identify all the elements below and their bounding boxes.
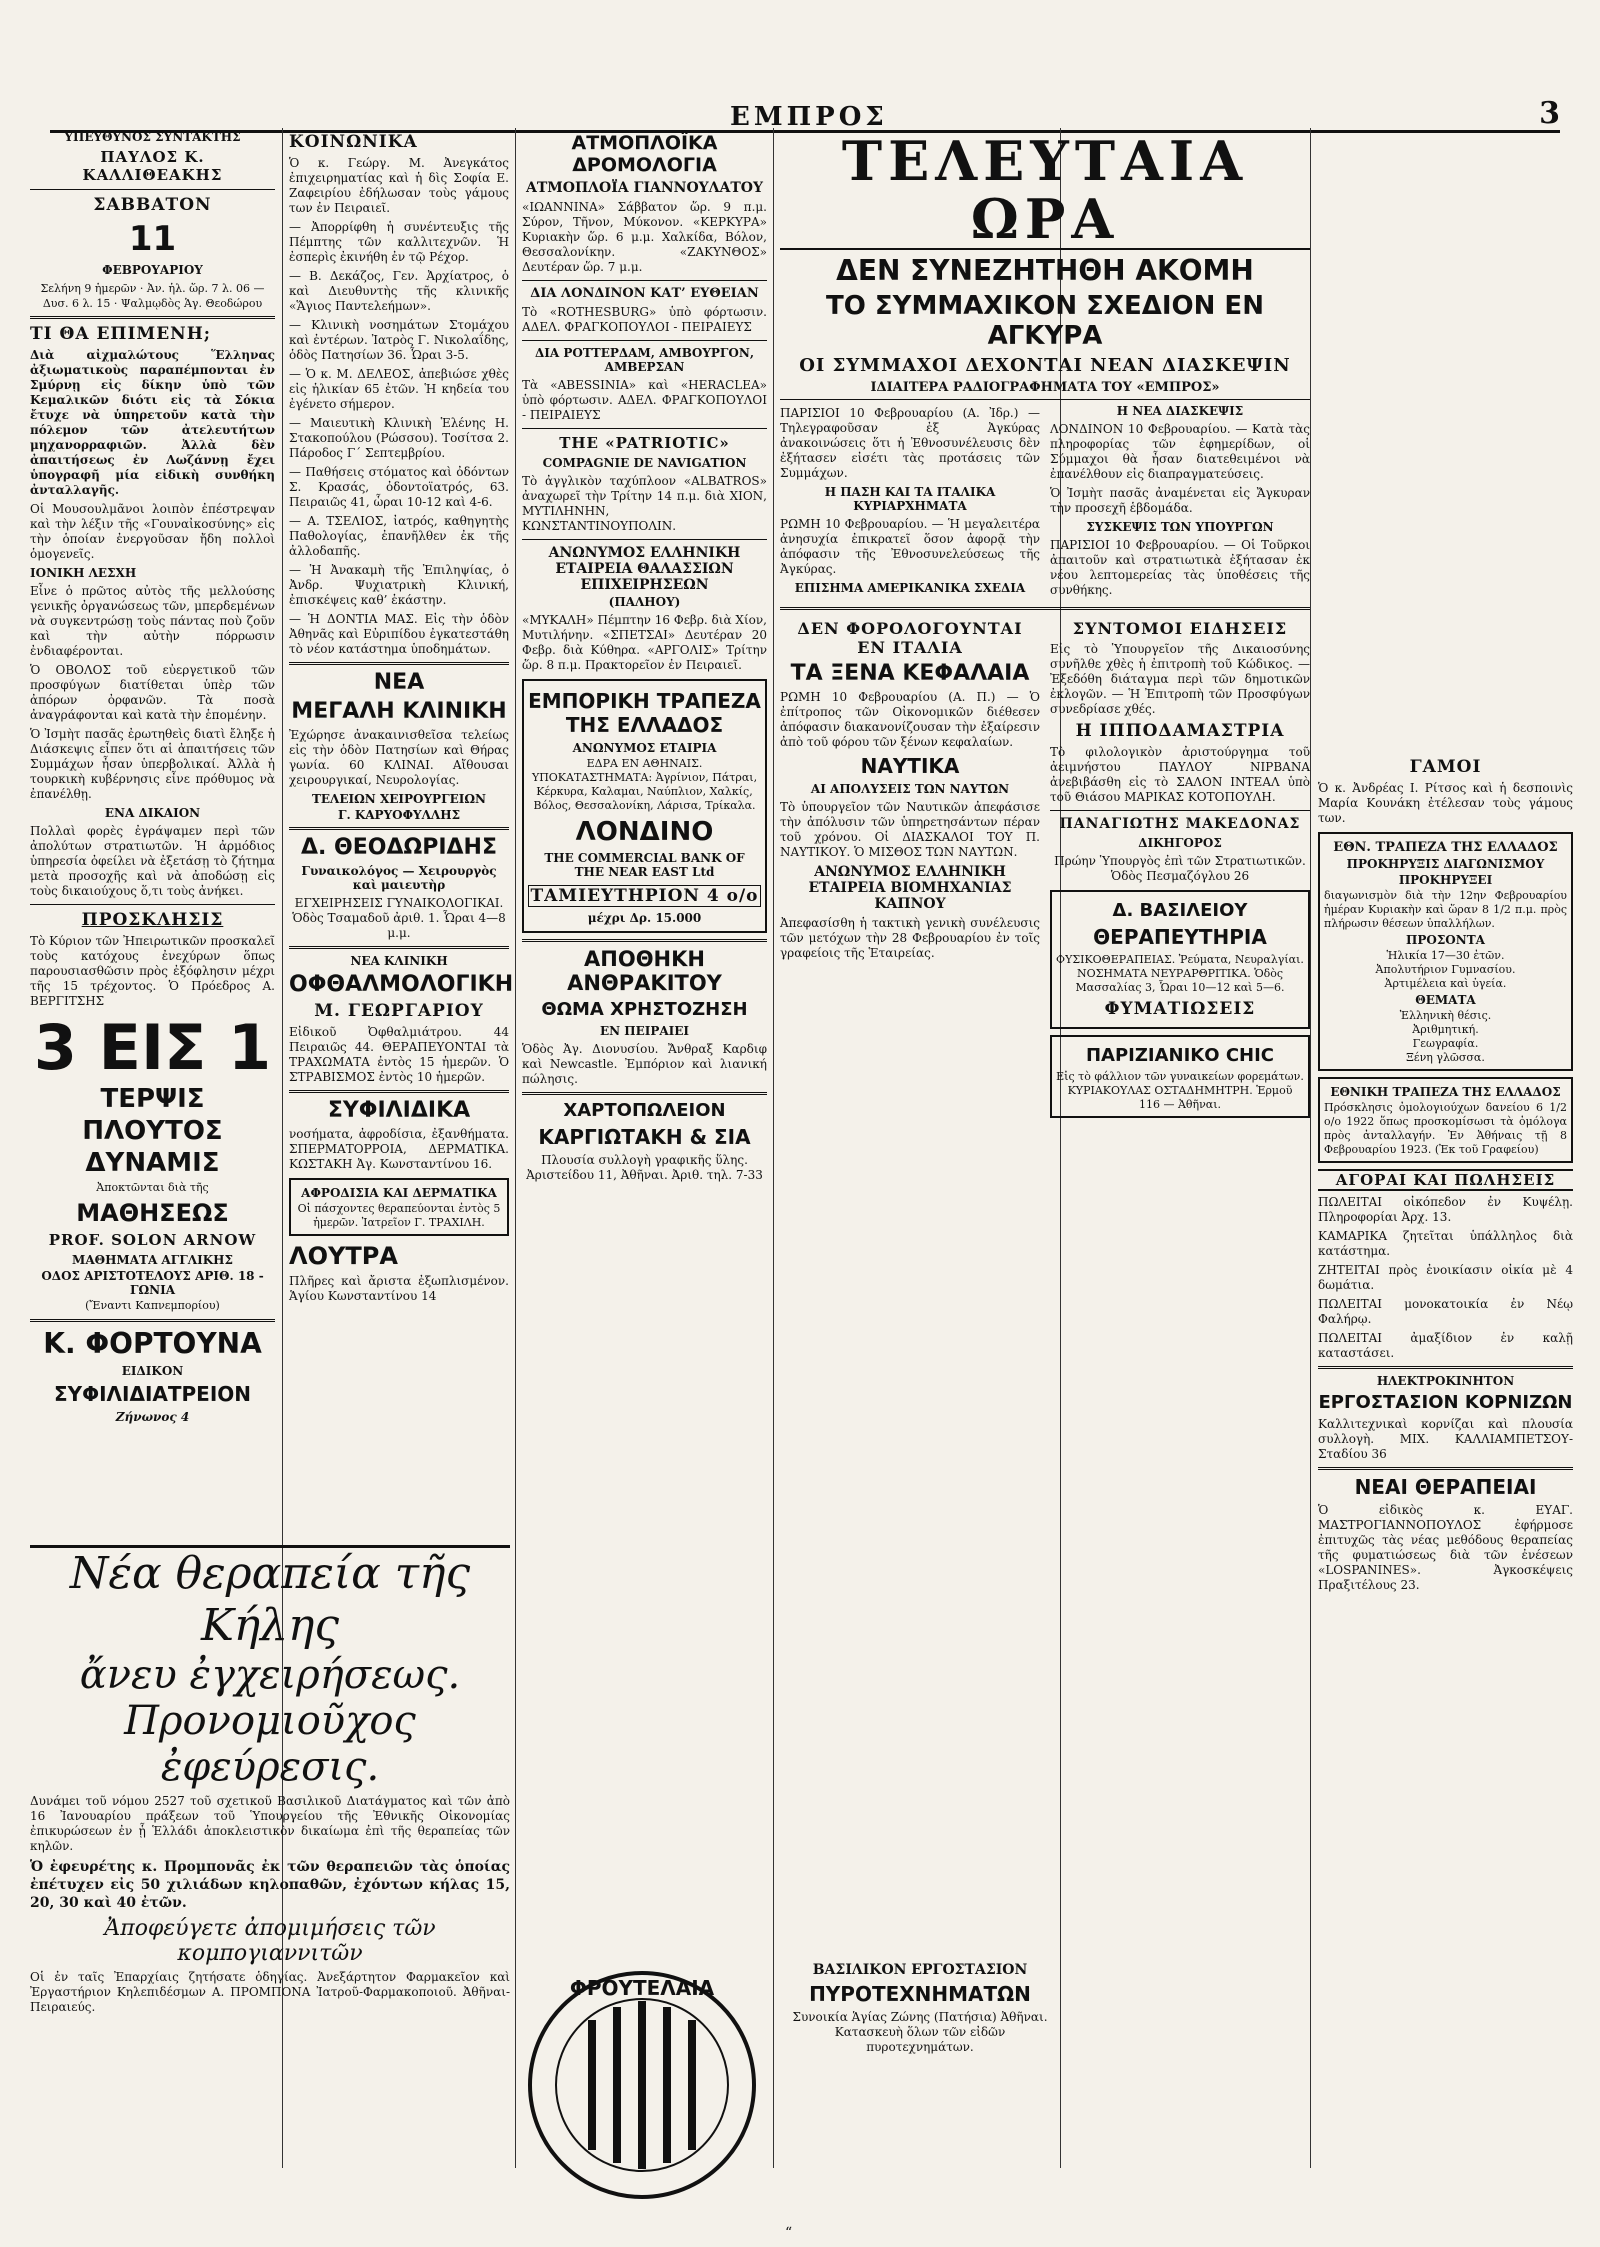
- shipping-sub: (ΠΑΛΗΟΥ): [608, 595, 681, 609]
- society-title: ΚΟΙΝΩΝΙΚΑ: [289, 132, 418, 152]
- column-2: [289, 128, 514, 1538]
- italy-title: ΤΑ ΞΕΝΑ ΚΕΦΑΛΑΙΑ: [790, 661, 1030, 686]
- notice-sub: ΠΡΟΚΗΡΥΞΙΣ ΔΙΑΓΩΝΙΣΜΟΥ: [1346, 857, 1545, 871]
- column-rule: [1310, 128, 1311, 2168]
- ad-title: ΑΦΡΟΔΙΣΙΑ ΚΑΙ ΔΕΡΜΑΤΙΚΑ: [301, 1186, 497, 1200]
- masthead-title: ΕΜΠΡΟΣ: [730, 102, 888, 132]
- bank-ad: [522, 679, 767, 933]
- play-title: Η ΙΠΠΟΔΑΜΑΣΤΡΙΑ: [1075, 721, 1285, 741]
- society-item: — Κλινικὴ νοσημάτων Στομάχου καὶ ἐντέρων. Ἰατρὸς Γ. Νικολαΐδης, ὁδὸς Πατησίων 36. Ὧραι 3-5.: [289, 318, 509, 362]
- divider: [30, 1319, 275, 1322]
- national-bank-notice-2: [1318, 1077, 1573, 1163]
- shipping-text: Τὸ ἀγγλικὸν ταχύπλοον «ALBATROS» ἀναχωρεῖ τὴν Τρίτην 14 π.μ. διὰ ΧΙΟΝ, ΜΥΤΙΛΗΝΗΝ, ΚΩΝΣΤΑΝΤΙΝΟΥΠΟΛΙΝ.: [522, 474, 767, 533]
- english-lessons-ad: [30, 1011, 275, 1313]
- clinic-ad-name: Κ. ΦΟΡΤΟΥΝΑ: [43, 1327, 262, 1360]
- nautical-text: Τὸ ὑπουργεῖον τῶν Ναυτικῶν ἀπεφάσισε τὴν ἀπόλυσιν τῶν ὑπηρετησάντων πέραν τοῦ χρόνου. Οἱ ΔΙΑΣΚΑΛΟΙ ΤΟΥ Π. ΝΑΥΤΙΚΟΥ. Ὁ ΜΙΣΘΟΣ ΤΩΝ ΝΑΥΤΩΝ.: [780, 800, 1040, 859]
- shipping-sub: COMPAGNIE DE NAVIGATION: [542, 456, 747, 470]
- paper-title: ΧΑΡΤΟΠΩΛΕΙΟΝ: [563, 1100, 726, 1121]
- shipping-text: «ΙΩΑΝΝΙΝΑ» Σάββατον ὥρ. 9 π.μ. Σύρον, Τῆνον, Μύκονον. «ΚΕΡΚΥΡΑ» Κυριακὴν ὥρ. 6 μ.μ. Χαλκίδα, Βόλον, Θεσσαλονίκην. «ΖΑΚΥΝΘΟΣ» Δευτέραν ὥρ. 7 μ.μ.: [522, 200, 767, 274]
- olive-oil-seal-logo: [522, 1965, 762, 2205]
- ad-title: ΛΟΥΤΡΑ: [289, 1242, 398, 1270]
- divider: [30, 189, 275, 190]
- ad-text: Εἰδικοῦ Ὀφθαλμιάτρου. 44 Πειραιῶς 44. ΘΕΡΑΠΕΥΟΝΤΑΙ τὰ ΤΡΑΧΩΜΑΤΑ ἐντὸς 15 ἡμερῶν. Ὁ ΣΤΡΑΒΙΣΜΟΣ ἐντὸς 10 ἡμερῶν.: [289, 1025, 509, 1084]
- notice-text: Τὸ Κύριον τῶν Ἠπειρωτικῶν προσκαλεῖ τοὺς κατόχους ἐνεχύρων ὅπως παρουσιασθῶσιν πρὸς ἐξόφλησιν μέχρι τῆς 15 τρέχοντος. Ὁ Πρόεδρος Α. ΒΕΡΓΙΤΣΗΣ: [30, 934, 275, 1008]
- divider: [522, 539, 767, 540]
- ad-title: ΠΑΡΙΖΙΑΝΙΚΟ CHIC: [1085, 1045, 1275, 1066]
- paper-name: ΚΑΡΓΙΩΤΑΚΗ & ΣΙΑ: [538, 1125, 751, 1149]
- divider: [522, 1092, 767, 1095]
- ad-line: ΔΥΝΑΜΙΣ: [85, 1148, 220, 1178]
- news-paragraph: Ὁ Ἰσμὴτ πασᾶς ἀναμένεται εἰς Ἄγκυραν τὴν προσεχῆ ἑβδομάδα.: [1050, 486, 1310, 515]
- ad-title: ΒΑΣΙΛΙΚΟΝ ΕΡΓΟΣΤΑΣΙΟΝ: [812, 1962, 1028, 1978]
- ad-name: ΜΑΘΗΣΕΩΣ: [76, 1199, 229, 1227]
- shipping-title: ΔΙΑ ΛΟΝΔΙΝΟΝ ΚΑΤ’ ΕΥΘΕΙΑΝ: [530, 286, 759, 301]
- divider: [289, 662, 509, 665]
- qualifications-title: ΠΡΟΣΟΝΤΑ: [1406, 933, 1485, 947]
- subject-item: Ἑλληνικὴ θέσις.: [1399, 1009, 1492, 1022]
- subject-item: Ἀριθμητική.: [1412, 1023, 1479, 1036]
- notice-sub: ΠΡΟΚΗΡΥΞΕΙ: [1398, 873, 1493, 887]
- column-rule: [515, 128, 516, 2168]
- divider: [522, 340, 767, 341]
- page-number: 3: [1539, 96, 1560, 131]
- coal-text: Ὁδὸς Ἀγ. Διονυσίου. Ἄνθραξ Καρδιφ καὶ Newcastle. Ἐμπόριον καὶ λιανική πώλησις.: [522, 1042, 767, 1086]
- nautical-title: ΝΑΥΤΙΚΑ: [860, 754, 960, 778]
- news-subhead: Η ΝΕΑ ΔΙΑΣΚΕΨΙΣ: [1116, 404, 1244, 418]
- notice-title: ΕΘΝ. ΤΡΑΠΕΖΑ ΤΗΣ ΕΛΛΑΔΟΣ: [1333, 840, 1558, 855]
- society-item: — Ὁ κ. Μ. ΔΕΛΕΟΣ, ἀπεβιώσε χθὲς εἰς ἡλικίαν 65 ἐτῶν. Ἡ κηδεία του ἐγένετο σήμερον.: [289, 367, 509, 411]
- ad-headline: 3 ΕΙΣ 1: [33, 1011, 272, 1084]
- banner-headline: ΤΕΛΕΥΤΑΙΑ ΩΡΑ: [780, 132, 1310, 250]
- qualification-item: Ἀπολυτήριον Γυμνασίου.: [1375, 963, 1516, 976]
- ad-signature: Γ. ΚΑΡΥΟΦΥΛΛΗΣ: [337, 808, 461, 822]
- ad-doc: ΤΕΛΕΙΩΝ ΧΕΙΡΟΥΡΓΕΙΩΝ: [311, 792, 487, 806]
- subject-item: Ξένη γλῶσσα.: [1406, 1051, 1485, 1064]
- coal-title: ΑΠΟΘΗΚΗ ΑΝΘΡΑΚΙΤΟΥ: [567, 947, 722, 995]
- column-5-spacer: [1318, 128, 1573, 753]
- ad-pre: ΝΕΑ ΚΛΙΝΙΚΗ: [350, 954, 448, 968]
- cure-fact: Ὁ ἐφευρέτης κ. Προμπονᾶς ἐκ τῶν θεραπειῶν τὰς ὁποίας ἐπέτυχεν εἰς 50 χιλιάδων κηλοπαθῶν, ἐχόντων κήλας 15, 20, 30 καὶ 40 ἐτῶν.: [30, 1859, 510, 1911]
- therapies-ad: [1318, 1475, 1573, 1593]
- cure-slogan: Ἀποφεύγετε ἀπομιμήσεις τῶν κομπογιαννιτῶν: [104, 1916, 436, 1966]
- fashion-ad: [1050, 1035, 1310, 1118]
- day-number: 11: [128, 219, 177, 259]
- ad-lessons: ΜΑΘΗΜΑΤΑ ΑΓΓΛΙΚΗΣ: [72, 1253, 233, 1267]
- article-title: ΤΙ ΘΑ ΕΠΙΜΕΝΗ;: [30, 324, 212, 344]
- ad-professor: PROF. SOLON ARNOW: [48, 1231, 257, 1249]
- lower-columns: [780, 615, 1310, 1124]
- news-subhead: Η ΠΑΣΗ ΚΑΙ ΤΑ ΙΤΑΛΙΚΑ ΚΥΡΙΑΡΧΗΜΑΤΑ: [824, 485, 996, 513]
- article-paragraph: Οἱ Μουσουλμᾶνοι λοιπὸν ἐπέστρεψαν καὶ τὴν λέξιν τῆς «Γουναἰκοσύνης» εἰς τὴν ὁποίαν ἐνεργοῦσαν ἤδη πολλοὶ ὁμογενεῖς.: [30, 502, 275, 561]
- ad-line: ΤΕΡΨΙΣ: [100, 1084, 205, 1114]
- article-paragraph: Ὁ Ἰσμὴτ πασᾶς ἐρωτηθεὶς διατὶ ἔληξε ἡ Διάσκεψις εἶπεν ὅτι αἱ ἀπαιτήσεις τῶν Συμμάχων ἦσαν ὑπερβολικαί. Ἀλλὰ ἡ τουρκικὴ κυβέρνησις εἶνε πρόθυμος νὰ ἐπανέλθῃ.: [30, 727, 275, 801]
- syphilis-ad: [289, 1098, 509, 1172]
- bank-savings: ΤΑΜΙΕΥΤΗΡΙΟΝ 4 ο/ο: [528, 885, 761, 907]
- almanac: Σελήνη 9 ἡμερῶν · Ἀν. ἡλ. ὥρ. 7 λ. 06 —Δυσ. 6 λ. 15 · Ψαλμῳδὸς Ἁγ. Θεοδώρου: [40, 282, 265, 310]
- ad-title: ΣΥΦΙΛΙΔΙΚΑ: [327, 1098, 471, 1123]
- ad-text: νοσήματα, ἀφροδίσια, ἐξανθήματα. ΣΠΕΡΜΑΤΟΡΡΟΙΑ, ΔΕΡΜΑΤΙΚΑ. ΚΩΣΤΑΚΗ Ἀγ. Κωνσταντίνου 16.: [289, 1127, 509, 1171]
- news-columns: [780, 402, 1310, 602]
- weddings-title: ΓΑΜΟΙ: [1409, 757, 1482, 777]
- classified-item: ΠΩΛΕΙΤΑΙ οἰκόπεδον ἐν Κυψέλῃ. Πληροφορίαι Ἀρχ. 13.: [1318, 1195, 1573, 1224]
- clinic-ad-new: [289, 670, 509, 822]
- weddings-text: Ὁ κ. Ἀνδρέας Ι. Ρίτσος καὶ ἡ δεσποινὶς Μαρία Κουνάκη ἐτέλεσαν τοὺς γάμους των.: [1318, 781, 1573, 825]
- lower-left: [780, 615, 1040, 1124]
- ad-text: ΦΥΣΙΚΟΘΕΡΑΠΕΙΑΣ. Ῥεύματα, Νευραλγίαι. ΝΟΣΗΜΑΤΑ ΝΕΥΡΑΡΘΡΙΤΙΚΑ. Ὁδὸς Μασσαλίας 3, Ὧραι 10—12 καὶ 5—6.: [1056, 953, 1304, 994]
- ad-title: ΝΕΑΙ ΘΕΡΑΠΕΙΑΙ: [1354, 1475, 1537, 1499]
- ad-text: Πλῆρες καὶ ἄριστα ἐξωπλισμένον. Ἁγίου Κωνσταντίνου 14: [289, 1274, 509, 1303]
- headline-main: ΔΕΝ ΣΥΝΕΖΗΤΗΘΗ ΑΚΟΜΗ: [836, 254, 1254, 287]
- seal-text: ΦΡΟΥΤΕΛΑΙΑ: [569, 1976, 715, 2000]
- venereal-ad: [289, 1178, 509, 1236]
- column-4: [780, 128, 1310, 2178]
- shipping-sub: ΑΤΜΟΠΛΟΪΑ ΓΙΑΝΝΟΥΛΑΤΟΥ: [525, 180, 763, 196]
- ad-title: ΕΡΓΟΣΤΑΣΙΟΝ ΚΟΡΝΙΖΩΝ: [1318, 1392, 1573, 1413]
- cure-patent: Προνομιοῦχος ἐφεύρεσις.: [124, 1698, 416, 1790]
- divider: [780, 607, 1310, 610]
- divider: [30, 904, 275, 905]
- paper-text: Πλουσία συλλογὴ γραφικῆς ὕλης. Ἀριστείδου 11, Ἀθῆναι. Ἀριθ. τηλ. 7-33: [526, 1153, 763, 1182]
- subject-item: Γεωγραφία.: [1412, 1037, 1479, 1050]
- classifieds-title: ΑΓΟΡΑΙ ΚΑΙ ΠΩΛΗΣΕΙΣ: [1318, 1169, 1573, 1191]
- article-kicker: ΕΝΑ ΔΙΚΑΙΟΝ: [104, 806, 201, 820]
- article-paragraph: Εἶνε ὁ πρῶτος αὐτὸς τῆς μελλούσης γενικῆς ὀργανώσεως τῶν, μπερδεμένων νὰ συγκεντρώσῃ τοὺς πάντας ποὺ ζοῦν καὶ τὴν αὐτὴν πόρρωσιν ἐνδιαφέρονται.: [30, 584, 275, 658]
- lower-right: [1050, 615, 1310, 1124]
- article-paragraph: Διὰ αἰχμαλώτους Ἕλληνας ἀξιωματικοὺς παραπέμπονται ἐν Σμύρνῃ εἰς δίκην ὑπὸ τῶν Κεμαλικῶν διότι εἰς τὰ Σόκια ἔτυχε νὰ ὑπηρετοῦν κατὰ τὴν πόλεμον τῶν ἀτελευτήτων μηχανορραφιῶν. Ἀλλὰ δὲν ἀπαιτήσεως ἐν Λωζάννῃ ἔχει ὑπογραφῆ μία εἰδικὴ συνθήκη ἀνταλλαγῆς.: [30, 348, 275, 497]
- society-item: — Α. ΤΣΕΛΙΟΣ, ἰατρός, καθηγητὴς Παθολογίας, ἐπανῆλθεν ἐκ τῆς ἀλλοδαπῆς.: [289, 514, 509, 558]
- ad-subline: Ἀποκτῶνται διὰ τῆς: [96, 1181, 209, 1194]
- divider: [1318, 1467, 1573, 1470]
- ad-pre: ΝΕΑ: [373, 670, 425, 695]
- gynecologist-ad: [289, 835, 509, 941]
- bank-london: ΛΟΝΔΙΝΟ: [575, 817, 714, 847]
- divider: [1050, 810, 1310, 811]
- ad-line: ΠΛΟΥΤΟΣ: [82, 1116, 223, 1146]
- news-subhead: ΣΥΣΚΕΨΙΣ ΤΩΝ ΥΠΟΥΡΓΩΝ: [1086, 520, 1274, 534]
- classified-item: ΠΩΛΕΙΤΑΙ μονοκατοικία ἐν Νέῳ Φαλήρῳ.: [1318, 1297, 1573, 1326]
- baths-ad: [289, 1242, 509, 1304]
- play-text: Τὸ φιλολογικὸν ἀριστούργημα τοῦ ἀειμνήστου ΠΑΥΛΟΥ ΝΙΡΒΑΝΑ ἀνεβιβάσθη εἰς τὸ ΣΑΛΟΝ ΙΝΤΕΑΛ ὑπὸ τοῦ Θιάσου ΜΑΡΙΚΑΣ ΚΟΤΟΠΟΥΛΗ.: [1050, 745, 1310, 804]
- subjects-title: ΘΕΜΑΤΑ: [1415, 993, 1476, 1007]
- headline-tertiary: ΟΙ ΣΥΜΜΑΧΟΙ ΔΕΧΟΝΤΑΙ ΝΕΑΝ ΔΙΑΣΚΕΨΙΝ: [799, 355, 1291, 376]
- coal-ad: [522, 947, 767, 1087]
- news-paragraph: ΛΟΝΔΙΝΟΝ 10 Φεβρουαρίου. — Κατὰ τὰς πληροφορίας τῶν ἐφημερίδων, οἱ Σύμμαχοι θὰ ἦσαν διατεθειμένοι νὰ ἐπανέλθουν εἰς διαπραγματεύσεις.: [1050, 422, 1310, 481]
- notice-title: ΕΘΝΙΚΗ ΤΡΑΠΕΖΑ ΤΗΣ ΕΛΛΑΔΟΣ: [1330, 1085, 1561, 1099]
- shipping-title: ΑΝΩΝΥΜΟΣ ΕΛΛΗΝΙΚΗ ΕΤΑΙΡΕΙΑ ΘΑΛΑΣΣΙΩΝ ΕΠΙΧΕΙΡΗΣΕΩΝ: [548, 545, 741, 593]
- ad-text: Συνοικία Ἁγίας Ζώνης (Πατήσια) Ἀθῆναι. Κατασκευὴ ὅλων τῶν εἰδῶν πυροτεχνημάτων.: [792, 2010, 1048, 2054]
- article-kicker: ΙΟΝΙΚΗ ΛΕΣΧΗ: [30, 566, 137, 580]
- qualification-item: Ἀρτιμέλεια καὶ ὑγεία.: [1384, 977, 1507, 990]
- notice-text: Πρόσκλησις ὀμολογιούχων δανείου 6 1/2 ο/ο 1922 ὅπως προσκομίσωσι τὰ ὁμόλογα πρὸς ἀνταλλαγήν. Ἐν Ἀθήναις τῇ 8 Φεβρουαρίου 1923. (Ἐκ τοῦ Γραφείου): [1324, 1101, 1567, 1156]
- weekday: ΣΑΒΒΑΤΟΝ: [93, 195, 212, 215]
- classified-item: ΚΑΜΑΡΙΚΑ ζητεῖται ὑπάλληλος διὰ κατάστημα.: [1318, 1229, 1573, 1258]
- hernia-cure-ad: [30, 1545, 510, 2014]
- cure-footer: Οἱ ἐν ταῖς Ἐπαρχίαις ζητήσατε ὁδηγίας. Ἀνεξάρτητον Φαρμακεῖον καὶ Ἐργαστήριον Κηλεπιδέσμων Α. ΠΡΟΜΠΟΝΑ Ἰατροῦ-Φαρμακοποιοῦ. Ἀθῆναι-Πειραιεύς.: [30, 1970, 510, 2014]
- article-paragraph: Πολλαὶ φορὲς ἐγράψαμεν περὶ τῶν ἀπολύτων στρατιωτῶν. Ἡ ἀρμόδιος ὑπηρεσία ὀφείλει νὰ ἐξετάσῃ τὸ ζήτημα μετὰ προσοχῆς καὶ νὰ ἀποδώσῃ εἰς τοὺς δικαιούχους ὅ,τι τοὺς ἀνήκει.: [30, 824, 275, 898]
- society-item: — Ἡ ΔΟΝΤΙΑ ΜΑΣ. Εἰς τὴν ὁδὸν Ἀθηνᾶς καὶ Εὐριπίδου ἐγκατεστάθη τὸ νέον κατάστημα ὑποδημάτων.: [289, 612, 509, 656]
- paper-ad: [522, 1100, 767, 1183]
- divider: [289, 946, 509, 949]
- bank-sub: ΑΝΩΝΥΜΟΣ ΕΤΑΙΡΙΑ: [572, 741, 717, 755]
- shipping-text: Τὰ «ABESSINIA» καὶ «HERACLEA» ὑπὸ φόρτωσιν. ΑΔΕΛ. ΦΡΑΓΚΟΠΟΥΛΟΙ - ΠΕΙΡΑΙΕΥΣ: [522, 378, 767, 422]
- clinic-ad-sub: ΕΙΔΙΚΟΝ: [121, 1364, 184, 1378]
- cure-text: Δυνάμει τοῦ νόμου 2527 τοῦ σχετικοῦ Βασιλικοῦ Διατάγματος καὶ τῶν ἀπὸ 16 Ἰανουαρίου πράξεων τοῦ Ὑπουργείου τῆς Ἐθνικῆς Οἰκονομίας ἐπικυρώσεων ἐν ᾗ Ἑλλάδι ἀποκλειστικὸν δικαίωμα ἐπὶ τῆς θεραπείας τῶν κηλῶν.: [30, 1794, 510, 1853]
- divider: [522, 280, 767, 281]
- physiotherapy-ad: [1050, 890, 1310, 1029]
- divider: [1318, 1366, 1573, 1369]
- divider: [289, 827, 509, 830]
- lawyer-name: ΠΑΝΑΓΙΩΤΗΣ ΜΑΚΕΔΟΝΑΣ: [1059, 816, 1301, 832]
- nautical-sub: ΑΙ ΑΠΟΛΥΣΕΙΣ ΤΩΝ ΝΑΥΤΩΝ: [810, 782, 1010, 796]
- coal-name: ΘΩΜΑ ΧΡΗΣΤΟΖΗΣΗ: [541, 999, 748, 1020]
- ad-doc: Μ. ΓΕΩΡΓΑΡΙΟΥ: [314, 1001, 484, 1021]
- frames-ad: [1318, 1374, 1573, 1462]
- society-item: Ὁ κ. Γεώργ. Μ. Ἀνεγκάτος ἐπιχειρηματίας καὶ ἡ δὶς Σοφία Ε. Ζαφειρίου ἐδήλωσαν τοὺς γάμους των ἐν Πειραιεῖ.: [289, 156, 509, 215]
- page-footer-mark: “: [785, 2225, 793, 2241]
- society-item: — Μαιευτικὴ Κλινικὴ Ἑλένης Η. Στακοπούλου (Ρώσσου). Τοσίτσα 2. Πάροδος Γ΄ Σεπτεμβρίου.: [289, 416, 509, 460]
- cure-title: Νέα θεραπεία τῆς Κήλης: [69, 1548, 471, 1651]
- month: ΦΕΒΡΟΥΑΡΙΟΥ: [102, 263, 203, 277]
- ad-text: Ἐχώρησε ἀνακαινισθεῖσα τελείως εἰς τὴν ὁδὸν Πατησίων καὶ Θήρας γωνία. 60 ΚΛΙΝΑΙ. Αἴθουσαι χειρουργικαί, Νευρολογίας.: [289, 728, 509, 787]
- ad-text: Ὁ εἰδικὸς κ. ΕΥΑΓ. ΜΑΣΤΡΟΓΙΑΝΝΟΠΟΥΛΟΣ ἐφήρμοσε ἐπιτυχῶς τὰς νέας μεθόδους θεραπείας τῆς φυματιώσεως διὰ τῶν ἐνέσεων «LOSPANINES». Ἀγκοσκέψεις Πραξιτέλους 23.: [1318, 1503, 1573, 1592]
- society-item: — Ἀπορρίφθη ἡ συνέντευξις τῆς Πέμπτης τῶν καλλιτεχνῶν. Ἡ ἐσπερὶς ἐκινήθη ἐν τῷ Ρέχορ.: [289, 220, 509, 264]
- ad-extra: ΦΥΜΑΤΙΩΣΕΙΣ: [1104, 999, 1256, 1019]
- divider: [522, 939, 767, 942]
- editor-label: ΥΠΕΥΘΥΝΟΣ ΣΥΝΤΑΚΤΗΣ: [64, 130, 241, 144]
- news-paragraph: ΠΑΡΙΣΙΟΙ 10 Φεβρουαρίου (Α. Ἰδρ.) — Τηλεγραφοῦσαν ἐξ Ἀγκύρας ἀνακοινώσεις ὅτι ἡ Ἐθνοσυνέλευσις δὲν ἐξήτασεν εἰσέτι τὰς προτάσεις τῶν Συμμάχων.: [780, 406, 1040, 480]
- fireworks-ad: [780, 1960, 1060, 2060]
- column-3: [522, 128, 767, 1948]
- lawyer-title: ΔΙΚΗΓΟΡΟΣ: [1138, 836, 1222, 850]
- ad-title: ΜΕΓΑΛΗ ΚΛΙΝΙΚΗ: [291, 699, 507, 724]
- ad-name: Δ. ΒΑΣΙΛΕΙΟΥ: [1112, 900, 1248, 921]
- news-paragraph: ΠΑΡΙΣΙΟΙ 10 Φεβρουαρίου. — Οἱ Τοῦρκοι ἀπαιτοῦν καὶ στρατιωτικὰ ἐξήτασαν ἐκ νέου λεπτομερείας τὰς ὑποθέσεις τῆς συνθήκης.: [1050, 538, 1310, 597]
- clinic-ad-street: Ζήνωνος 4: [115, 1410, 190, 1424]
- tobacco-title: ΑΝΩΝΥΜΟΣ ΕΛΛΗΝΙΚΗ ΕΤΑΙΡΕΙΑ ΒΙΟΜΗΧΑΝΙΑΣ ΚΑΠΝΟΥ: [808, 864, 1012, 912]
- bank-limit: μέχρι Δρ. 15.000: [587, 911, 702, 925]
- italy-sub: ΔΕΝ ΦΟΡΟΛΟΓΟΥΝΤΑΙ ΕΝ ΙΤΑΛΙΑ: [797, 619, 1023, 657]
- ad-text: Εἰς τὸ φάλλιον τῶν γυναικείων φορεμάτων. ΚΥΡΙΑΚΟΥΛΑΣ ΟΣΤΑΔΗΜΗΤΡΗ. Ἑρμοῦ 116 — Ἀθῆναι.: [1056, 1070, 1304, 1111]
- shipping-text: «ΜΥΚΑΛΗ» Πέμπτην 16 Φεβρ. διὰ Χίον, Μυτιλήνην. «ΣΠΕΤΣΑΙ» Δευτέραν 20 Φεβρ. διὰ Κύθηρα. «ΑΡΓΟΛΙΣ» Τρίτην ὥρ. 8 π.μ. Πρακτορεῖον ἐν Πειραιεῖ.: [522, 613, 767, 672]
- ad-sub: ΠΥΡΟΤΕΧΝΗΜΑΤΩΝ: [809, 1982, 1031, 2006]
- news-subhead: ΕΠΙΣΗΜΑ ΑΜΕΡΙΚΑΝΙΚΑ ΣΧΕΔΙΑ: [794, 581, 1026, 595]
- article-paragraph: Ὁ ΟΒΟΛΟΣ τοῦ εὐεργετικοῦ τῶν προσφύγων διατίθεται ὑπὲρ τῶν ἀπόρων ὀρφανῶν. Τὰ ποσὰ ἀναγράφονται καὶ κατὰ τὴν ἑπομένην.: [30, 663, 275, 722]
- divider: [289, 1090, 509, 1093]
- ad-title: ΟΦΘΑΛΜΟΛΟΓΙΚΗ: [289, 972, 514, 997]
- ad-title: ΘΕΡΑΠΕΥΤΗΡΙΑ: [1093, 925, 1267, 949]
- society-item: — Ἡ Ἀνακαμὴ τῆς Ἐπιληψίας, ὁ Ἀνδρ. Ψυχιατρικὴ Κλινική, ἐπισκέψεις καθ’ ἑκάστην.: [289, 563, 509, 607]
- coal-where: ΕΝ ΠΕΙΡΑΙΕΙ: [599, 1024, 690, 1038]
- notice-text: διαγωνισμὸν διὰ τὴν 12ην Φεβρουαρίου ἡμέραν Κυριακὴν καὶ ὥραν 8 1/2 π.μ. πρὸς πλήρωσιν θέσεων ὑπαλλήλων.: [1324, 889, 1567, 930]
- column-rule: [773, 128, 774, 2168]
- italy-text: ΡΩΜΗ 10 Φεβρουαρίου (Α. Π.) — Ὁ ἐπίτροπος τῶν Οἰκονομικῶν διέθεσεν ἀπόφασιν διακανονίζουσαν τὴν ἐξαίρεσιν ἀπὸ τοῦ φόρου τῶν ξένων κεφαλαίων.: [780, 690, 1040, 749]
- clinic-ad-type: ΣΥΦΙΛΙΔΙΑΤΡΕΙΟΝ: [53, 1382, 252, 1406]
- ad-text: ΕΓΧΕΙΡΗΣΕΙΣ ΓΥΝΑΙΚΟΛΟΓΙΚΑΙ. Ὁδὸς Τσαμαδοῦ ἀριθ. 1. Ὧραι 4—8 μ.μ.: [292, 896, 506, 940]
- ad-text: Καλλιτεχνικαὶ κορνίζαι καὶ πλουσία συλλογὴ. ΜΙΧ. ΚΑΛΛΙΑΜΠΕΤΣΟΥ-Σταδίου 36: [1318, 1417, 1573, 1461]
- ad-text: Οἱ πάσχοντες θεραπεύονται ἐντὸς 5 ἡμερῶν. Ἰατρεῖον Γ. ΤΡΑΧΙΛΗ.: [297, 1202, 501, 1229]
- headline-source: ΙΔΙΑΙΤΕΡΑ ΡΑΔΙΟΓΡΑΦΗΜΑΤΑ ΤΟΥ «ΕΜΠΡΟΣ»: [780, 380, 1310, 400]
- society-item: — Β. Δεκάζος, Γεν. Ἀρχίατρος, ὁ καὶ Διευθυντὴς τῆς κλινικῆς «Ἅγιος Παντελεήμων».: [289, 269, 509, 313]
- column-1: [30, 128, 275, 1528]
- classified-item: ΠΩΛΕΙΤΑΙ ἀμαξίδιον ἐν καλῇ καταστάσει.: [1318, 1331, 1573, 1360]
- shipping-title: ΑΤΜΟΠΛΟΪΚΑ ΔΡΟΜΟΛΟΓΙΑ: [571, 132, 718, 176]
- ad-sub: Γυναικολόγος — Χειρουργὸς καὶ μαιευτὴρ: [301, 864, 497, 892]
- shipping-title: ΔΙΑ ΡΟΤΤΕΡΔΑΜ, ΑΜΒΟΥΡΓΟΝ, ΑΜΒΕΡΣΑΝ: [534, 346, 755, 374]
- news-paragraph: ΡΩΜΗ 10 Φεβρουαρίου. — Ἡ μεγαλειτέρα ἀνησυχία ἐπικρατεῖ ὅσον ἀφορᾷ τὴν ἀπόφασιν τῆς Ἐθνοσυνελεύσεως τῆς Ἀγκύρας.: [780, 517, 1040, 576]
- bank-text: ΕΔΡΑ ΕΝ ΑΘΗΝΑΙΣ. ΥΠΟΚΑΤΑΣΤΗΜΑΤΑ: Ἀγρίνιον, Πάτραι, Κέρκυρα, Καλαμαι, Ναύπλιον, Χαλκίς, Βόλος, Θεσσαλονίκη, Λάρισα, Τρίκαλα.: [531, 757, 758, 812]
- lawyer-text: Πρώην Ὑπουργὸς ἐπὶ τῶν Στρατιωτικῶν. Ὁδὸς Πεσμαζόγλου 26: [1054, 854, 1306, 883]
- headline-secondary: ΤΟ ΣΥΜΜΑΧΙΚΟΝ ΣΧΕΔΙΟΝ ΕΝ ΑΓΚΥΡΑ: [826, 291, 1264, 351]
- divider: [522, 428, 767, 429]
- shipping-title: THE «PATRIOTIC»: [559, 434, 730, 452]
- qualification-item: Ἡλικία 17—30 ἐτῶν.: [1386, 949, 1505, 962]
- editor-name: ΠΑΥΛΟΣ Κ. ΚΑΛΛΙΘΕΑΚΗΣ: [82, 148, 223, 184]
- bank-title: ΕΜΠΟΡΙΚΗ ΤΡΑΠΕΖΑ ΤΗΣ ΕΛΛΑΔΟΣ: [528, 689, 761, 737]
- column-5: [1318, 128, 1573, 2178]
- briefs-title: ΣΥΝΤΟΜΟΙ ΕΙΔΗΣΕΙΣ: [1072, 619, 1288, 638]
- news-left: [780, 402, 1040, 602]
- eye-clinic-ad: [289, 954, 514, 1085]
- news-right: [1050, 402, 1310, 602]
- ad-address: ΟΔΟΣ ΑΡΙΣΤΟΤΕΛΟΥΣ ΑΡΙΘ. 18 - ΓΩΝΙΑ: [41, 1269, 264, 1297]
- notice-title: ΠΡΟΣΚΛΗΣΙΣ: [81, 910, 224, 930]
- cure-sub: ἄνευ ἐγχειρήσεως.: [79, 1652, 461, 1698]
- briefs-text: Εἰς τὸ Ὑπουργεῖον τῆς Δικαιοσύνης συνῆλθε χθὲς ἡ ἐπιτροπὴ τοῦ Κώδικος. — Ἐξεδόθη διάταγμα περὶ τῶν δημοτικῶν ἐκλογῶν. — Ἡ Ἐπιτροπὴ τῶν Προσφύγων συνεδρίασε χθές.: [1050, 642, 1310, 716]
- national-bank-notice: [1318, 832, 1573, 1071]
- shipping-text: Τὸ «ROTHESBURG» ὑπὸ φόρτωσιν. ΑΔΕΛ. ΦΡΑΓΚΟΠΟΥΛΟΙ - ΠΕΙΡΑΙΕΥΣ: [522, 305, 767, 334]
- tobacco-text: Ἀπεφασίσθη ἡ τακτικὴ γενικὴ συνέλευσις τῶν μετόχων τὴν 28 Φεβρουαρίου ἐν τοῖς γραφείοις τῆς Ἑταιρείας.: [780, 916, 1040, 960]
- ad-title: Δ. ΘΕΟΔΩΡΙΔΗΣ: [301, 835, 497, 860]
- classified-item: ΖΗΤΕΙΤΑΙ πρὸς ἐνοικίασιν οἰκία μὲ 4 δωμάτια.: [1318, 1263, 1573, 1292]
- ad-address-note: (Ἔναντι Καπνεμπορίου): [85, 1299, 220, 1312]
- divider: [30, 316, 275, 319]
- bank-commercial: THE COMMERCIAL BANK OF THE NEAR EAST Ltd: [544, 851, 745, 879]
- clinic-ad: [30, 1327, 275, 1424]
- ad-pre: ΗΛΕΚΤΡΟΚΙΝΗΤΟΝ: [1376, 1374, 1515, 1388]
- society-item: — Παθήσεις στόματος καὶ ὀδόντων Σ. Κρασάς, ὀδοντοϊατρός, 63. Πειραιῶς 41, ὧραι 10-12 καὶ 4-6.: [289, 465, 509, 509]
